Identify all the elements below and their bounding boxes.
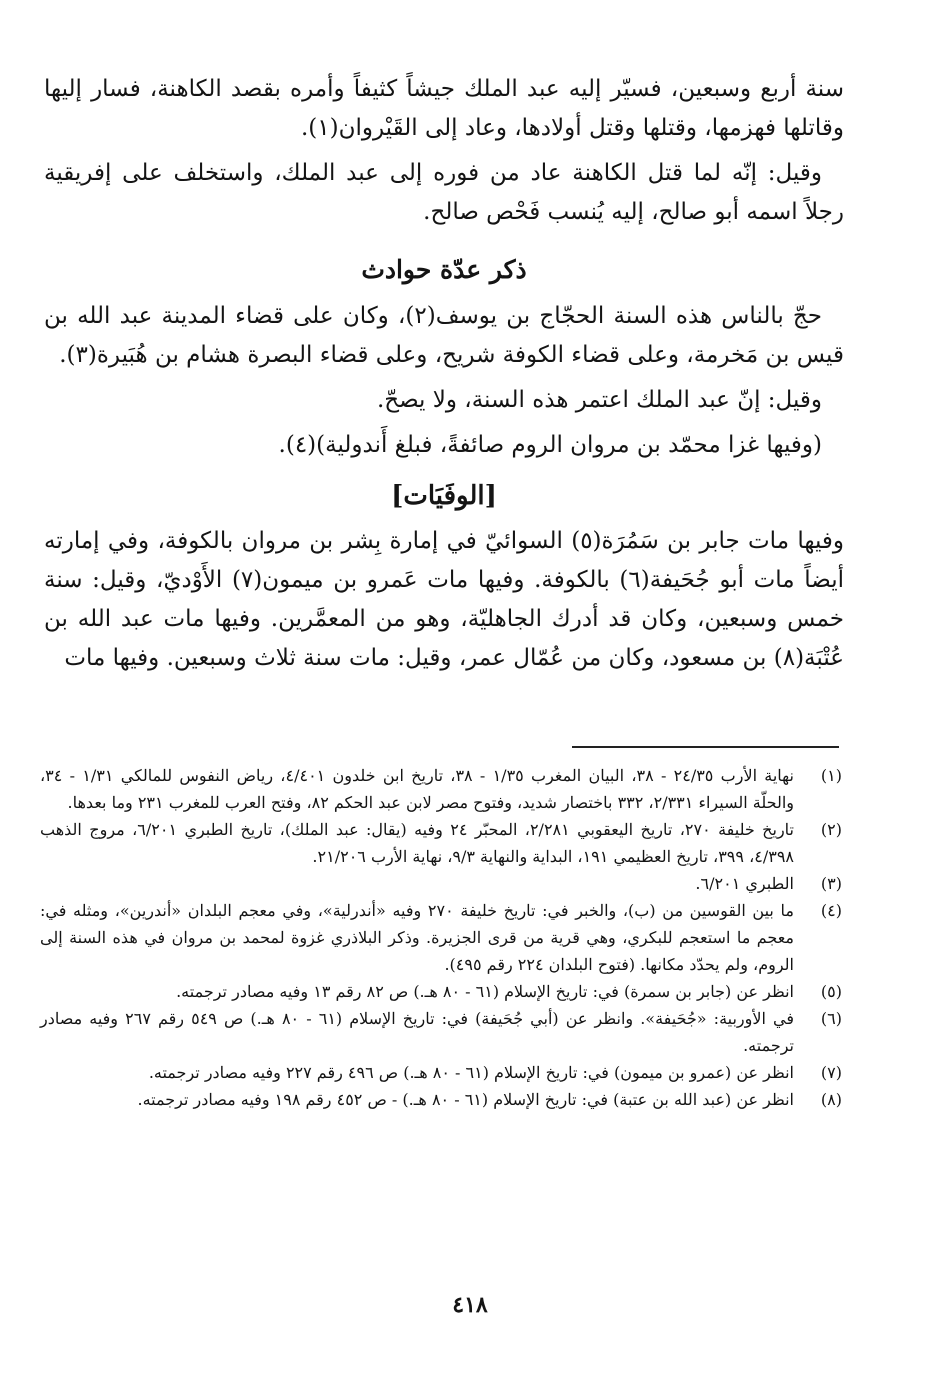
footnote-text: ما بين القوسين من (ب)، والخبر في: تاريخ خليفة ٢٧٠ وفيه «أندرلية»، وفي معجم البلدان «أندرين»، ومثله في: معجم ما استعجم للبكري، وهي قرية من قرى الجزيرة. وذكر البلاذري غزوة لمحمد بن مروان في هذه السنة إلى الروم، ولم يحدّد مكانها. (فتوح البلدان ٢٢٤ رقم ٤٩٥). [40, 901, 794, 974]
footnote-separator [572, 746, 839, 748]
footnotes [40, 762, 842, 1113]
footnote [40, 1059, 842, 1086]
footnote-text: الطبري ٦/٢٠١. [695, 874, 794, 893]
paragraph: سنة أربع وسبعين، فسيّر إليه عبد الملك جيشاً كثيفاً وأمره بقصد الكاهنة، فسار إليها وقاتلها فهزمها، وقتلها وقتل أولادها، وعاد إلى القَيْروان(١). [44, 76, 844, 141]
page-number: ٤١٨ [452, 1292, 488, 1318]
footnote-text: في الأوربية: «جُحَيفة». وانظر عن (أبي جُحَيفة) في: تاريخ الإسلام (٦١ - ٨٠ هـ.) ص ٥٤٩ رقم ٢٦٧ وفيه مصادر ترجمته. [40, 1009, 795, 1055]
footnote [40, 1005, 842, 1059]
footnote [40, 897, 842, 978]
footnote-text: انظر عن (جابر بن سمرة) في: تاريخ الإسلام (٦١ - ٨٠ هـ.) ص ٨٢ رقم ١٣ وفيه مصادر ترجمته. [176, 982, 794, 1001]
deaths-heading: [الوفَيَات] [391, 481, 497, 511]
footnote-number: (٢) [820, 820, 842, 839]
paragraph: وقيل: إنّ عبد الملك اعتمر هذه السنة، ولا يصحّ. [376, 387, 822, 413]
footnote-number: (٤) [820, 901, 842, 920]
footnote-number: (١) [820, 766, 842, 785]
footnote [40, 1086, 842, 1113]
paragraph: وفيها مات جابر بن سَمُرَة(٥) السوائيّ في إمارة بِشر بن مروان بالكوفة، وفي إمارته أيضاً مات أبو جُحَيفة(٦) بالكوفة. وفيها مات عَمرو بن ميمون(٧) الأَوْديّ، وقيل: سنة خمس وسبعين، وكان قد أدرك الجاهليّة، وهو من المعمَّرين. وفيها مات عبد الله بن عُتْبَة(٨) بن مسعود، وكان من عُمّال عمر، وقيل: مات سنة ثلاث وسبعين. وفيها مات [44, 528, 844, 671]
footnote-text: انظر عن (عمرو بن ميمون) في: تاريخ الإسلام (٦١ - ٨٠ هـ.) ص ٤٩٦ رقم ٢٢٧ وفيه مصادر ترجمته. [148, 1063, 794, 1082]
footnote-number: (٥) [820, 982, 842, 1001]
paragraph: (وفيها غزا محمّد بن مروان الروم صائفةً، فبلغ أَندولية)(٤). [278, 432, 822, 458]
footnote-text: تاريخ خليفة ٢٧٠، تاريخ اليعقوبي ٢/٢٨١، المحبّر ٢٤ وفيه (يقال: عبد الملك)، تاريخ الطبري ٦/٢٠١، مروج الذهب ٤/٣٩٨، ٣٩٩، تاريخ العظيمي ١٩١، البداية والنهاية ٩/٣، نهاية الأرب ٢١/٢٠٦. [40, 820, 795, 866]
footnote-text: نهاية الأرب ٢٤/٣٥ - ٣٨، البيان المغرب ١/٣٥ - ٣٨، تاريخ ابن خلدون ٤/٤٠١، رياض النفوس للمالكي ١/٣١ - ٣٤، والحلّة السيراء ٢/٣٣١، ٣٣٢ باختصار شديد، وفتوح مصر لابن عبد الحكم ٨٢، وفتح العرب للمغرب ٢٣١ وما بعدها. [40, 766, 795, 812]
footnote [40, 870, 842, 897]
main-text [44, 70, 844, 678]
footnote-text: انظر عن (عبد الله بن عتبة) في: تاريخ الإسلام (٦١ - ٨٠ هـ.) - ص ٤٥٢ رقم ١٩٨ وفيه مصادر ترجمته. [137, 1090, 794, 1109]
footnote [40, 762, 842, 816]
footnote-number: (٨) [820, 1090, 842, 1109]
footnote-number: (٦) [820, 1009, 842, 1028]
section-heading: ذكر عدّة حوادث [361, 255, 527, 284]
footnote-number: (٧) [820, 1063, 842, 1082]
footnote-number: (٣) [820, 874, 842, 893]
footnote [40, 978, 842, 1005]
paragraph: حجّ بالناس هذه السنة الحجّاج بن يوسف(٢)، وكان على قضاء المدينة عبد الله بن قيس بن مَخرمة، وعلى قضاء الكوفة شريح، وعلى قضاء البصرة هشام بن هُبَيرة(٣). [44, 303, 844, 368]
footnote [40, 816, 842, 870]
paragraph: وقيل: إنّه لما قتل الكاهنة عاد من فوره إلى عبد الملك، واستخلف على إفريقية رجلاً اسمه أبو صالح، إليه يُنسب فَحْص صالح. [44, 160, 844, 225]
